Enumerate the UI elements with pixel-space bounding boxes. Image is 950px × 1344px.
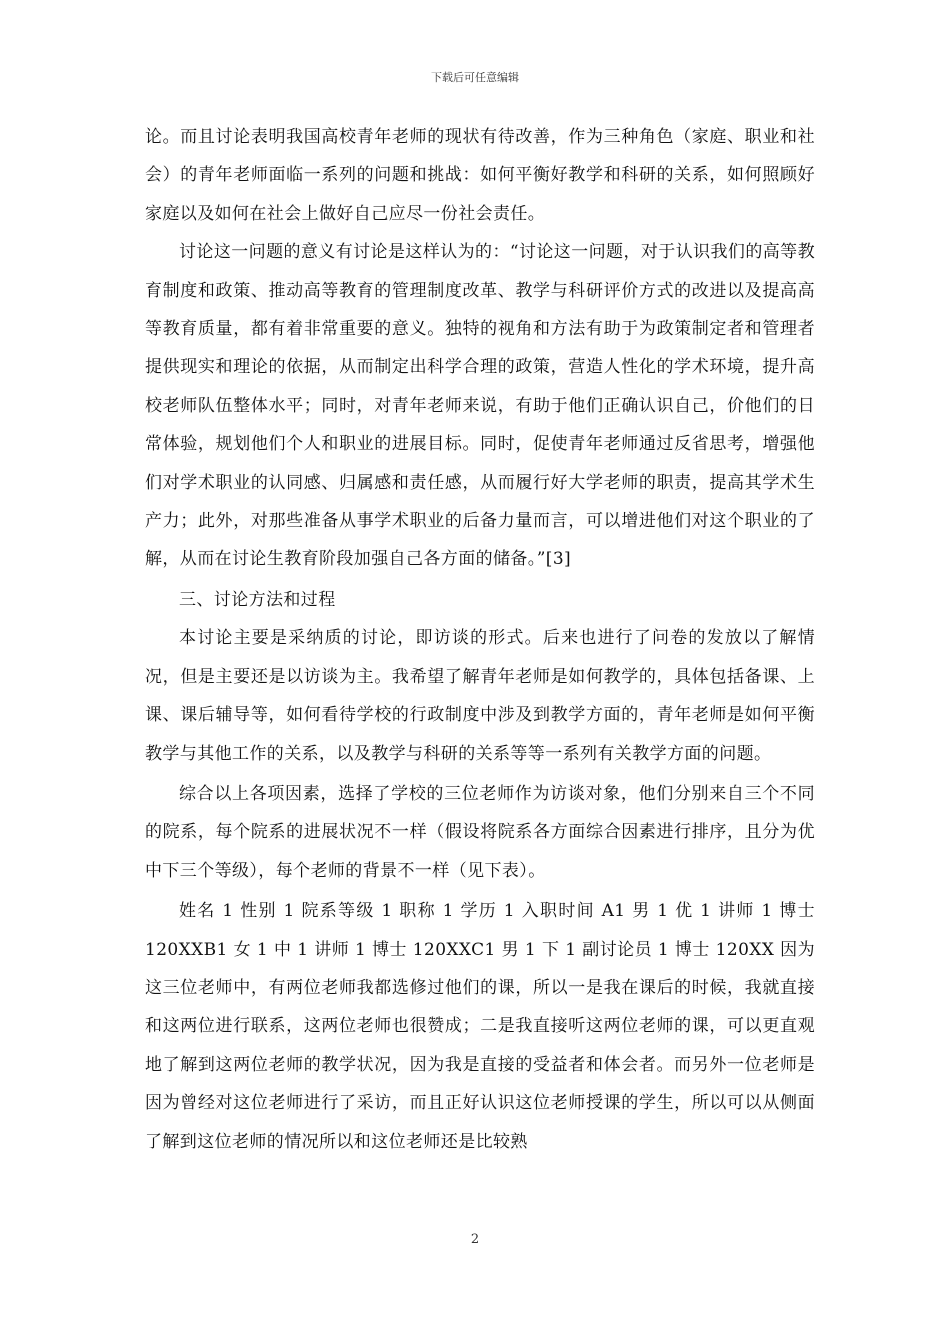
paragraph-table-inline: 姓名 1 性别 1 院系等级 1 职称 1 学历 1 入职时间 A1 男 1 优 1 讲师 1 博士 120XXB1 女 1 中 1 讲师 1 博士 120XXC1 男 1 下 1 副讨论员 1 博士 120XX 因为这三位老师中，有两位老师我都选修过他们的课，所以一是我在课后的时候，我就直接和这两位进行联系，这两位老师也很赞成；二是我直接听这两位老师的课，可以更直观地了解到这两位老师的教学状况，因为我是直接的受益者和体会者。而另外一位老师是因为曾经对这位老师进行了采访，而且正好认识这位老师授课的学生，所以可以从侧面了解到这位老师的情况所以和这位老师还是比较熟 bbox=[145, 901, 815, 1152]
document-body bbox=[145, 118, 815, 1161]
page-number: 2 bbox=[470, 1232, 480, 1247]
page-header: 下载后可任意编辑 bbox=[431, 71, 519, 84]
paragraph-continuation: 论。而且讨论表明我国高校青年老师的现状有待改善，作为三种角色（家庭、职业和社会）的青年老师面临一系列的问题和挑战：如何平衡好教学和科研的关系，如何照顾好家庭以及如何在社会上做好自己应尽一份社会责任。 bbox=[145, 127, 815, 224]
paragraph-method: 本讨论主要是采纳质的讨论，即访谈的形式。后来也进行了问卷的发放以了解情况，但是主要还是以访谈为主。我希望了解青年老师是如何教学的，具体包括备课、上课、课后辅导等，如何看待学校的行政制度中涉及到教学方面的，青年老师是如何平衡教学与其他工作的关系，以及教学与科研的关系等等一系列有关教学方面的问题。 bbox=[145, 628, 815, 764]
section-heading: 三、讨论方法和过程 bbox=[179, 589, 336, 610]
paragraph-significance: 讨论这一问题的意义有讨论是这样认为的：“讨论这一问题，对于认识我们的高等教育制度和政策、推动高等教育的管理制度改革、教学与科研评价方式的改进以及提高高等教育质量，都有着非常重要的意义。独特的视角和方法有助于为政策制定者和管理者提供现实和理论的依据，从而制定出科学合理的政策，营造人性化的学术环境，提升高校老师队伍整体水平；同时，对青年老师来说，有助于他们正确认识自己，价他们的日常体验，规划他们个人和职业的进展目标。同时，促使青年老师通过反省思考，增强他们对学术职业的认同感、归属感和责任感，从而履行好大学老师的职责，提高其学术生产力；此外，对那些准备从事学术职业的后备力量而言，可以增进他们对这个职业的了解，从而在讨论生教育阶段加强自己各方面的储备。”[3] bbox=[145, 242, 815, 570]
paragraph-subjects: 综合以上各项因素，选择了学校的三位老师作为访谈对象，他们分别来自三个不同的院系，每个院系的进展状况不一样（假设将院系各方面综合因素进行排序，且分为优中下三个等级），每个老师的背景不一样（见下表）。 bbox=[145, 783, 815, 881]
